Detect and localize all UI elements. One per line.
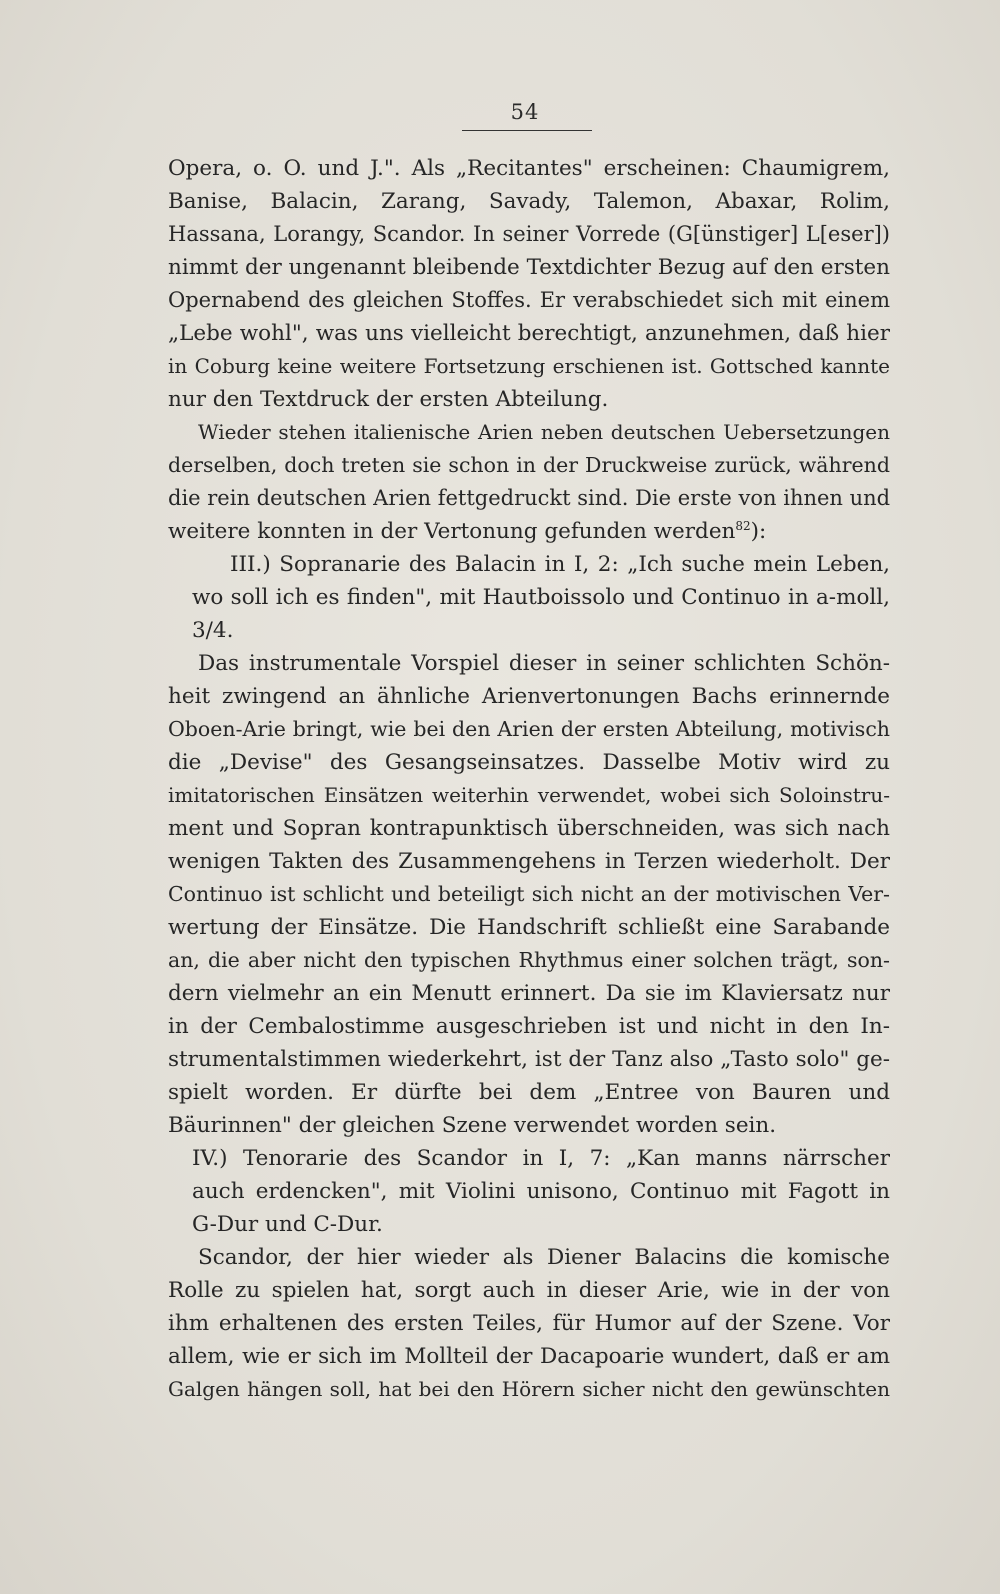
text-line-content: Wieder stehen italienische Arien neben deutschen Uebersetzungen (198, 420, 890, 444)
text-line (168, 383, 890, 416)
text-line-content: Banise, Balacin, Zarang, Savady, Talemon, Abaxar, Rolim, (168, 189, 890, 214)
page-number: 54 (510, 100, 540, 124)
text-line-content: nur den Textdruck der ersten Abteilung. (168, 387, 609, 412)
body-text (168, 152, 890, 1406)
text-line-content: III.) Sopranarie des Balacin in I, 2: „Ich suche mein Leben, (230, 552, 890, 577)
text-line-content: Galgen hängen soll, hat bei den Hörern sicher nicht den gewünschten (168, 1377, 890, 1401)
text-line-content: nimmt der ungenannt bleibende Textdichter Bezug auf den ersten (168, 255, 890, 280)
text-line-content: Oboen-Arie bringt, wie bei den Arien der ersten Abteilung, motivisch (168, 717, 890, 741)
text-line (168, 548, 890, 581)
text-line-content: die „Devise" des Gesangseinsatzes. Dasselbe Motiv wird zu (168, 750, 890, 775)
text-line (168, 515, 890, 548)
text-line-content: Opernabend des gleichen Stoffes. Er verabschiedet sich mit einem (168, 288, 890, 312)
text-line-content: ihm erhaltenen des ersten Teiles, für Humor auf der Szene. Vor (168, 1311, 890, 1336)
text-line-content: ment und Sopran kontrapunktisch überschneiden, was sich nach (168, 816, 890, 841)
text-line-content: Hassana, Lorangy, Scandor. In seiner Vorrede (G[ünstiger] L[eser]) (168, 222, 890, 246)
text-line (168, 911, 890, 944)
text-line-content: Continuo ist schlicht und beteiligt sich nicht an der motivischen Ver- (168, 882, 890, 906)
text-line (168, 1307, 890, 1340)
text-line (168, 152, 890, 185)
text-line-content: Rolle zu spielen hat, sorgt auch in dieser Arie, wie in der von (168, 1278, 890, 1303)
text-line (168, 251, 890, 284)
text-line-content: wenigen Takten des Zusammengehens in Terzen wiederholt. Der (168, 849, 890, 874)
text-line (168, 218, 890, 251)
text-line (168, 614, 890, 647)
text-line (168, 1076, 890, 1109)
text-line-content: heit zwingend an ähnliche Arienvertonungen Bachs erinnernde (168, 684, 890, 709)
text-line-content: Opera, o. O. und J.". Als „Recitantes" erscheinen: Chaumigrem, (168, 156, 890, 181)
text-line (168, 1109, 890, 1142)
text-line (168, 812, 890, 845)
text-line-content: „Lebe wohl", was uns vielleicht berechtigt, anzunehmen, daß hier (168, 321, 890, 346)
text-line (168, 1208, 890, 1241)
text-line (168, 944, 890, 977)
text-line (168, 449, 890, 482)
text-line-content: G-Dur und C-Dur. (192, 1212, 383, 1237)
text-line-content: dern vielmehr an ein Menutt erinnert. Da sie im Klaviersatz nur (168, 981, 890, 1006)
text-line-content: derselben, doch treten sie schon in der Druckweise zurück, während (168, 453, 890, 477)
text-line-content: weitere konnten in der Vertonung gefunden werden (168, 519, 736, 544)
text-line-content: wertung der Einsätze. Die Handschrift schließt eine Sarabande (168, 915, 890, 940)
text-line-content: IV.) Tenorarie des Scandor in I, 7: „Kan manns närrscher (192, 1146, 890, 1171)
text-line-content: allem, wie er sich im Mollteil der Dacapoarie wundert, daß er am (168, 1344, 890, 1369)
text-line (168, 746, 890, 779)
text-line-content: die rein deutschen Arien fettgedruckt sind. Die erste von ihnen und (168, 486, 890, 510)
footnote-marker: 82 (735, 518, 751, 533)
text-line (168, 350, 890, 383)
text-line (168, 1373, 890, 1406)
text-line (168, 185, 890, 218)
text-line (168, 680, 890, 713)
text-line-content: spielt worden. Er dürfte bei dem „Entree von Bauren und (168, 1080, 890, 1105)
text-line (168, 1142, 890, 1175)
text-line (168, 713, 890, 746)
text-line-content: imitatorischen Einsätzen weiterhin verwendet, wobei sich Soloinstru- (168, 783, 890, 807)
header-rule (462, 130, 592, 131)
text-line-tail: ): (750, 519, 767, 544)
text-line (168, 845, 890, 878)
text-line (168, 284, 890, 317)
text-line (168, 1241, 890, 1274)
text-line (168, 1274, 890, 1307)
text-line (168, 1340, 890, 1373)
text-line-content: Bäurinnen" der gleichen Szene verwendet worden sein. (168, 1113, 777, 1138)
text-line (168, 1175, 890, 1208)
text-line-content: 3/4. (192, 618, 234, 643)
text-line-content: an, die aber nicht den typischen Rhythmus einer solchen trägt, son- (168, 948, 890, 972)
text-line (168, 581, 890, 614)
text-line-content: auch erdencken", mit Violini unisono, Continuo mit Fagott in (192, 1179, 890, 1204)
text-line (168, 482, 890, 515)
text-line (168, 1010, 890, 1043)
text-line (168, 779, 890, 812)
text-line-content: Das instrumentale Vorspiel dieser in seiner schlichten Schön- (198, 651, 890, 676)
text-line-content: in Coburg keine weitere Fortsetzung erschienen ist. Gottsched kannte (168, 354, 890, 378)
text-line (168, 977, 890, 1010)
text-line (168, 647, 890, 680)
text-line-content: wo soll ich es finden", mit Hautboissolo und Continuo in a-moll, (192, 585, 890, 610)
text-line (168, 878, 890, 911)
text-line-content: Scandor, der hier wieder als Diener Balacins die komische (198, 1245, 890, 1270)
text-line (168, 416, 890, 449)
text-line (168, 317, 890, 350)
text-line-content: strumentalstimmen wiederkehrt, ist der Tanz also „Tasto solo" ge- (168, 1047, 890, 1072)
text-line (168, 1043, 890, 1076)
text-line-content: in der Cembalostimme ausgeschrieben ist und nicht in den In- (168, 1014, 890, 1039)
